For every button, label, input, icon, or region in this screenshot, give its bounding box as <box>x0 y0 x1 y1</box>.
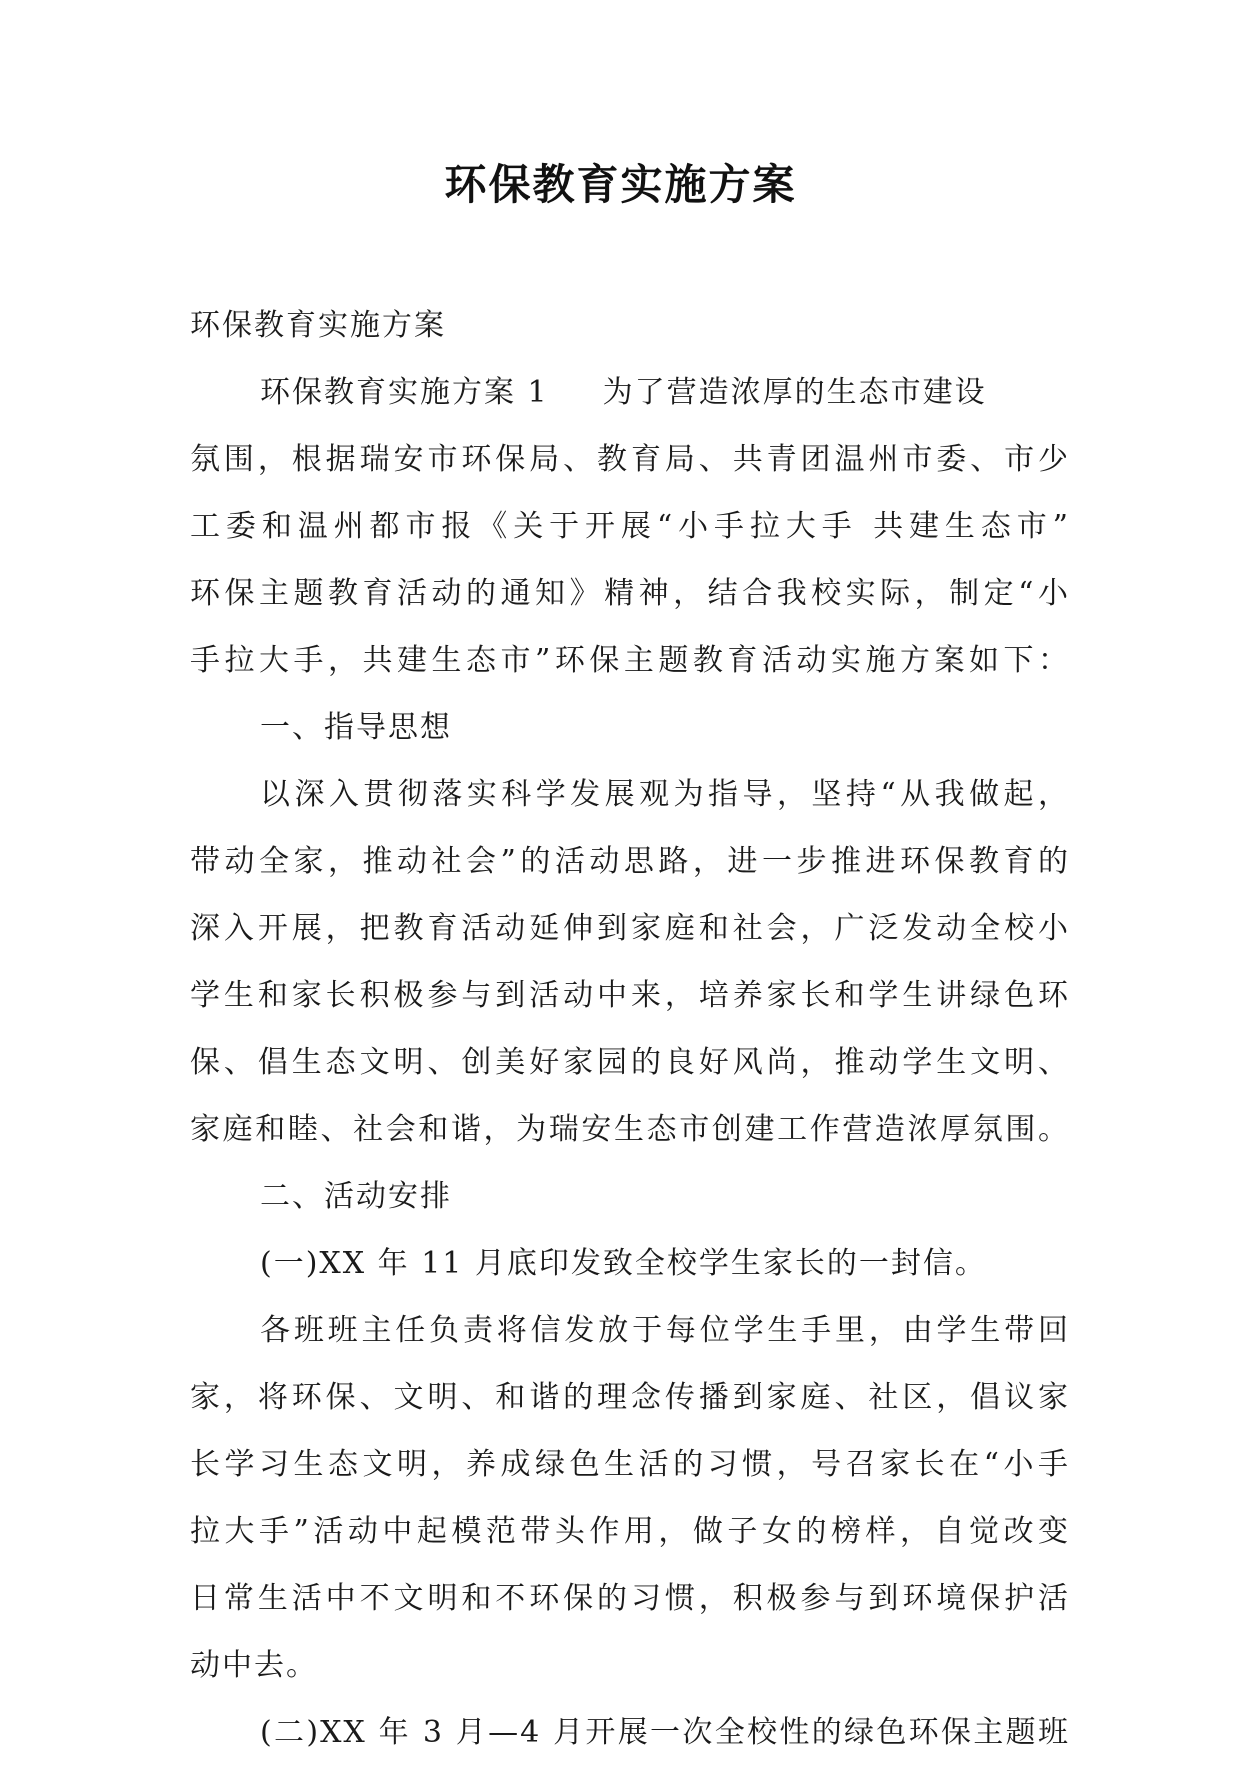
text-line <box>190 1699 1070 1766</box>
line-text-tail: 为了营造浓厚的生态市建设 <box>602 375 987 410</box>
text-line <box>190 1096 1070 1163</box>
line-text: 长学习生态文明，养成绿色生活的习惯，号召家长在“小手 <box>190 1447 1070 1482</box>
text-line <box>190 694 1070 761</box>
text-line <box>190 1230 1070 1297</box>
text-line <box>190 292 1070 359</box>
text-line <box>190 962 1070 1029</box>
text-line <box>190 761 1070 828</box>
line-text: 氛围，根据瑞安市环保局、教育局、共青团温州市委、市少 <box>190 442 1070 477</box>
text-line <box>190 1565 1070 1632</box>
line-text: (一)XX 年 11 月底印发致全校学生家长的一封信。 <box>260 1246 987 1281</box>
line-text: 环保教育实施方案 1 <box>260 375 549 410</box>
text-line <box>190 828 1070 895</box>
line-text: 动中去。 <box>190 1648 318 1683</box>
line-text: 深入开展，把教育活动延伸到家庭和社会，广泛发动全校小 <box>190 911 1070 946</box>
text-line <box>190 627 1070 694</box>
text-line <box>190 493 1070 560</box>
line-text: 各班班主任负责将信发放于每位学生手里，由学生带回 <box>260 1313 1070 1348</box>
line-text: 带动全家，推动社会”的活动思路，进一步推进环保教育的 <box>190 844 1070 879</box>
text-line <box>190 1632 1070 1699</box>
line-text: 保、倡生态文明、创美好家园的良好风尚，推动学生文明、 <box>190 1045 1070 1080</box>
line-text: 一、指导思想 <box>260 710 452 745</box>
line-text: 手拉大手，共建生态市”环保主题教育活动实施方案如下： <box>190 643 1070 678</box>
text-line <box>190 359 1070 426</box>
text-line <box>190 1364 1070 1431</box>
line-text: 二、活动安排 <box>260 1179 452 1214</box>
line-text: 学生和家长积极参与到活动中来，培养家长和学生讲绿色环 <box>190 978 1070 1013</box>
line-text: 家庭和睦、社会和谐，为瑞安生态市创建工作营造浓厚氛围。 <box>190 1112 1070 1147</box>
text-line <box>190 426 1070 493</box>
text-line <box>190 1498 1070 1565</box>
line-text: 家，将环保、文明、和谐的理念传播到家庭、社区，倡议家 <box>190 1380 1070 1415</box>
document-body <box>190 292 1070 1766</box>
text-line <box>190 1297 1070 1364</box>
text-line <box>190 1029 1070 1096</box>
line-text: 环保教育实施方案 <box>190 308 446 343</box>
text-line <box>190 1431 1070 1498</box>
line-text: 以深入贯彻落实科学发展观为指导，坚持“从我做起， <box>260 777 1070 812</box>
line-text: 拉大手”活动中起模范带头作用，做子女的榜样，自觉改变 <box>190 1514 1070 1549</box>
text-line <box>190 895 1070 962</box>
line-text: 日常生活中不文明和不环保的习惯，积极参与到环境保护活 <box>190 1581 1070 1616</box>
text-line <box>190 560 1070 627</box>
text-line <box>190 1163 1070 1230</box>
line-text: (二)XX 年 3 月—4 月开展一次全校性的绿色环保主题班 <box>260 1715 1070 1750</box>
line-text: 工委和温州都市报《关于开展“小手拉大手 共建生态市” <box>190 509 1070 544</box>
line-text: 环保主题教育活动的通知》精神，结合我校实际，制定“小 <box>190 576 1070 611</box>
document-title: 环保教育实施方案 <box>444 160 797 209</box>
